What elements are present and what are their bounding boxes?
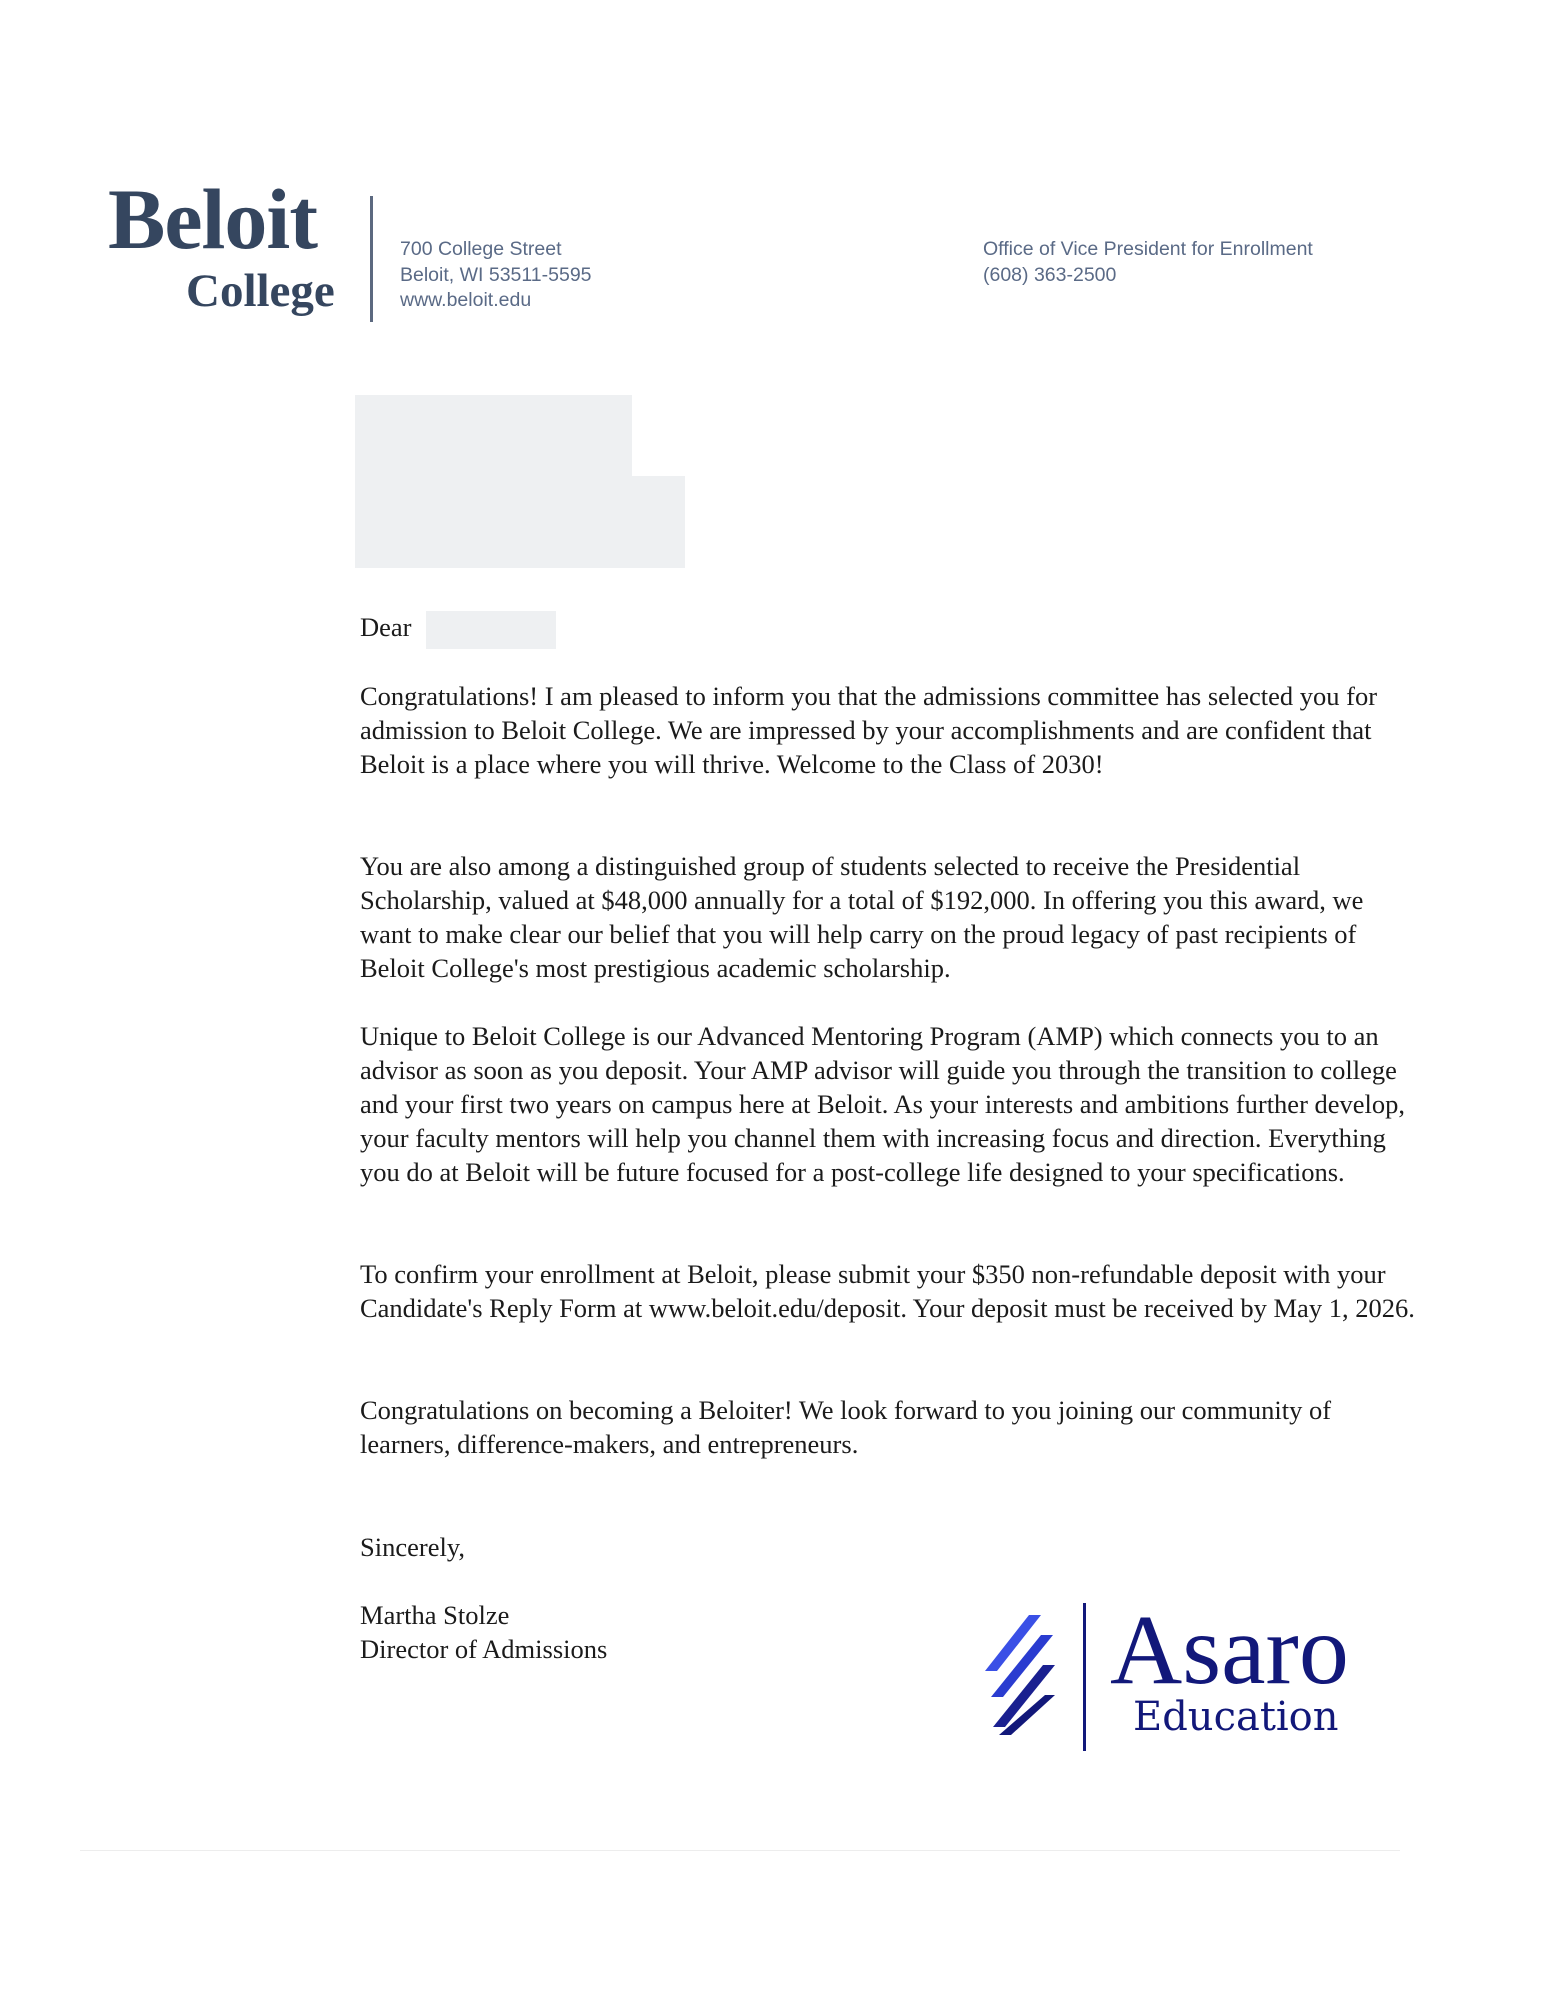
college-address (400, 237, 592, 314)
signer-name: Martha Stolze (360, 1600, 510, 1630)
asaro-subtitle: Education (1133, 1694, 1339, 1740)
signer-title: Director of Admissions (360, 1634, 608, 1664)
letter-paragraph-4: To confirm your enrollment at Beloit, please submit your $350 non-refundable deposit with your Candidate's Reply Form at www.beloit.edu/deposit. Your deposit must be received by May 1, 2026. (360, 1259, 1415, 1323)
closing: Sincerely, (360, 1532, 465, 1562)
office-contact (983, 237, 1313, 288)
office-name: Office of Vice President for Enrollment (983, 238, 1313, 260)
asaro-wordmark: Asaro (1110, 1594, 1349, 1705)
letter-paragraph-3: Unique to Beloit College is our Advanced Mentoring Program (AMP) which connects you to an advisor as soon as you deposit. Your AMP advisor will guide you through the transition to college and your first two years on campus here at Beloit. As your interests and ambitions further develop, your faculty mentors will help you channel them with increasing focus and direction. Everything you do at Beloit will be future focused for a post-college life designed to your specifications. (360, 1021, 1406, 1187)
page-bottom-rule (80, 1850, 1400, 1851)
address-city: Beloit, WI 53511-5595 (400, 263, 592, 286)
letterhead-divider (370, 196, 373, 322)
beloit-logo-subword: College (186, 265, 335, 317)
redacted-recipient-address (355, 395, 632, 485)
salutation-text: Dear (360, 612, 412, 642)
office-phone: (608) 363-2500 (983, 263, 1117, 286)
address-street: 700 College Street (400, 238, 562, 260)
asaro-stripes-icon (985, 1615, 1055, 1735)
redacted-recipient-address-lower (355, 476, 685, 568)
beloit-logo-wordmark: Beloit (108, 171, 317, 267)
letter-paragraph-2: You are also among a distinguished group of students selected to receive the Presidential Scholarship, valued at $48,000 annually for a total of $192,000. In offering you this award, we want to make clear our belief that you will help carry on the proud legacy of past recipients of Beloit College's most prestigious academic scholarship. (360, 851, 1364, 983)
redacted-recipient-name (426, 611, 556, 649)
letter-paragraph-1: Congratulations! I am pleased to inform you that the admissions committee has selected you for admission to Beloit College. We are impressed by your accomplishments and are confident that Beloit is a place where you will thrive. Welcome to the Class of 2030! (360, 681, 1378, 779)
letter-paragraph-5: Congratulations on becoming a Beloiter! We look forward to you joining our community of learners, difference-makers, and entrepreneurs. (360, 1395, 1332, 1459)
address-website: www.beloit.edu (400, 289, 532, 311)
asaro-divider (1083, 1603, 1086, 1751)
